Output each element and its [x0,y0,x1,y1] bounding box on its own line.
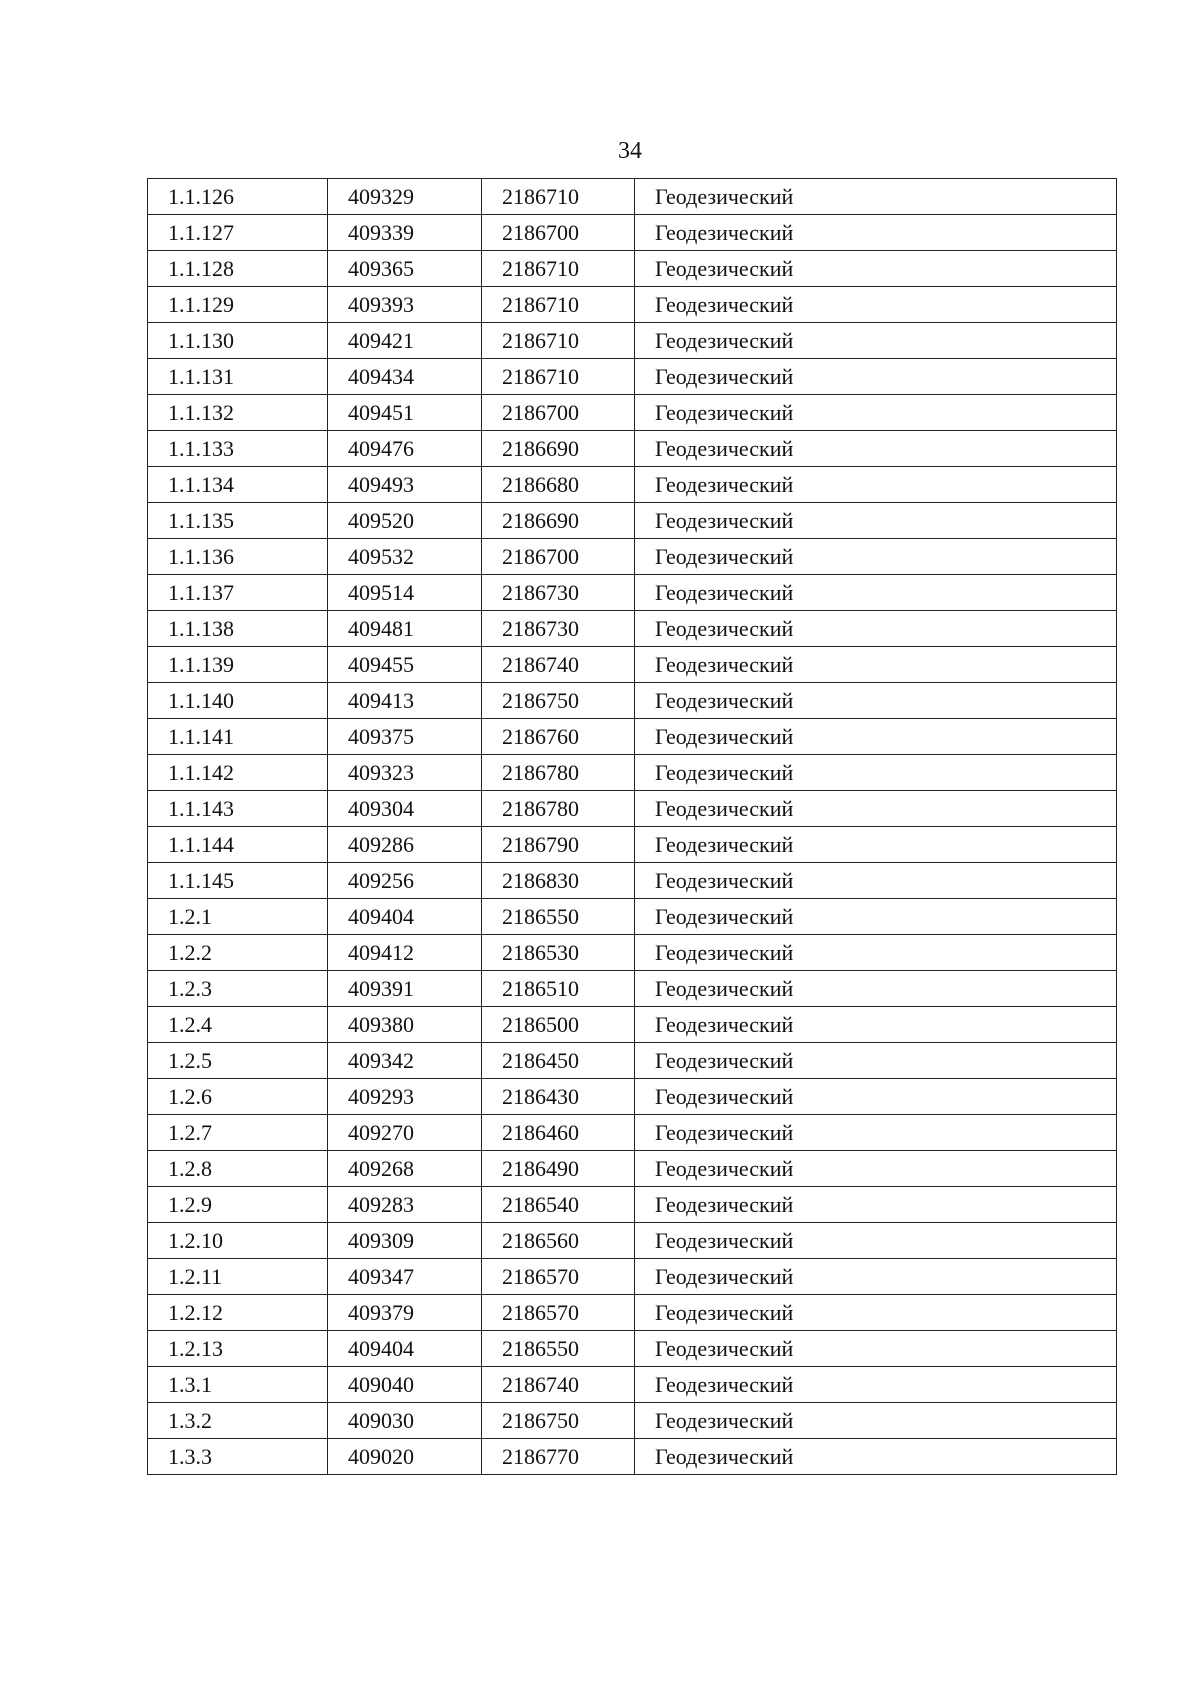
table-row [148,647,1117,683]
method-cell: Геодезический [635,791,1117,827]
table-row [148,1367,1117,1403]
y-coordinate-cell: 2186490 [482,1151,635,1187]
method-cell: Геодезический [635,215,1117,251]
page-number: 34 [618,138,642,164]
x-coordinate-cell: 409375 [328,719,482,755]
method-cell: Геодезический [635,1403,1117,1439]
table-row [148,467,1117,503]
method-cell: Геодезический [635,863,1117,899]
method-cell: Геодезический [635,467,1117,503]
point-id-cell: 1.2.13 [148,1331,328,1367]
method-cell: Геодезический [635,431,1117,467]
method-cell: Геодезический [635,1043,1117,1079]
table-row [148,539,1117,575]
y-coordinate-cell: 2186780 [482,791,635,827]
point-id-cell: 1.1.137 [148,575,328,611]
point-id-cell: 1.1.143 [148,791,328,827]
table-row [148,827,1117,863]
table-row [148,1043,1117,1079]
y-coordinate-cell: 2186460 [482,1115,635,1151]
y-coordinate-cell: 2186730 [482,575,635,611]
x-coordinate-cell: 409514 [328,575,482,611]
y-coordinate-cell: 2186730 [482,611,635,647]
x-coordinate-cell: 409434 [328,359,482,395]
point-id-cell: 1.1.140 [148,683,328,719]
method-cell: Геодезический [635,971,1117,1007]
method-cell: Геодезический [635,1259,1117,1295]
x-coordinate-cell: 409481 [328,611,482,647]
x-coordinate-cell: 409380 [328,1007,482,1043]
x-coordinate-cell: 409413 [328,683,482,719]
point-id-cell: 1.1.127 [148,215,328,251]
x-coordinate-cell: 409365 [328,251,482,287]
y-coordinate-cell: 2186530 [482,935,635,971]
x-coordinate-cell: 409412 [328,935,482,971]
y-coordinate-cell: 2186450 [482,1043,635,1079]
table-row [148,1007,1117,1043]
y-coordinate-cell: 2186700 [482,395,635,431]
method-cell: Геодезический [635,1295,1117,1331]
point-id-cell: 1.2.8 [148,1151,328,1187]
table-row [148,215,1117,251]
point-id-cell: 1.1.145 [148,863,328,899]
table-row [148,503,1117,539]
x-coordinate-cell: 409304 [328,791,482,827]
table-row [148,863,1117,899]
x-coordinate-cell: 409404 [328,1331,482,1367]
x-coordinate-cell: 409347 [328,1259,482,1295]
y-coordinate-cell: 2186680 [482,467,635,503]
x-coordinate-cell: 409270 [328,1115,482,1151]
table-row [148,1331,1117,1367]
method-cell: Геодезический [635,395,1117,431]
point-id-cell: 1.2.7 [148,1115,328,1151]
point-id-cell: 1.1.133 [148,431,328,467]
y-coordinate-cell: 2186760 [482,719,635,755]
coordinates-table [147,178,1117,1475]
table-row [148,611,1117,647]
x-coordinate-cell: 409532 [328,539,482,575]
method-cell: Геодезический [635,1151,1117,1187]
y-coordinate-cell: 2186510 [482,971,635,1007]
method-cell: Геодезический [635,1367,1117,1403]
method-cell: Геодезический [635,1079,1117,1115]
table-row [148,899,1117,935]
point-id-cell: 1.1.128 [148,251,328,287]
coordinates-table-container [147,178,1116,1475]
table-row [148,575,1117,611]
y-coordinate-cell: 2186550 [482,899,635,935]
method-cell: Геодезический [635,1331,1117,1367]
table-row [148,323,1117,359]
table-row [148,1403,1117,1439]
point-id-cell: 1.3.2 [148,1403,328,1439]
x-coordinate-cell: 409293 [328,1079,482,1115]
method-cell: Геодезический [635,611,1117,647]
method-cell: Геодезический [635,287,1117,323]
y-coordinate-cell: 2186740 [482,1367,635,1403]
x-coordinate-cell: 409040 [328,1367,482,1403]
method-cell: Геодезический [635,1007,1117,1043]
y-coordinate-cell: 2186570 [482,1295,635,1331]
point-id-cell: 1.2.5 [148,1043,328,1079]
x-coordinate-cell: 409421 [328,323,482,359]
point-id-cell: 1.1.130 [148,323,328,359]
method-cell: Геодезический [635,1187,1117,1223]
y-coordinate-cell: 2186540 [482,1187,635,1223]
method-cell: Геодезический [635,647,1117,683]
x-coordinate-cell: 409379 [328,1295,482,1331]
table-row [148,1187,1117,1223]
y-coordinate-cell: 2186740 [482,647,635,683]
table-row [148,1151,1117,1187]
x-coordinate-cell: 409393 [328,287,482,323]
method-cell: Геодезический [635,575,1117,611]
y-coordinate-cell: 2186710 [482,359,635,395]
table-row [148,251,1117,287]
table-row [148,1079,1117,1115]
x-coordinate-cell: 409309 [328,1223,482,1259]
method-cell: Геодезический [635,251,1117,287]
table-row [148,1115,1117,1151]
x-coordinate-cell: 409451 [328,395,482,431]
method-cell: Геодезический [635,359,1117,395]
point-id-cell: 1.1.131 [148,359,328,395]
method-cell: Геодезический [635,827,1117,863]
x-coordinate-cell: 409493 [328,467,482,503]
y-coordinate-cell: 2186780 [482,755,635,791]
point-id-cell: 1.2.6 [148,1079,328,1115]
point-id-cell: 1.2.11 [148,1259,328,1295]
method-cell: Геодезический [635,719,1117,755]
point-id-cell: 1.1.135 [148,503,328,539]
method-cell: Геодезический [635,323,1117,359]
x-coordinate-cell: 409404 [328,899,482,935]
table-row [148,179,1117,215]
method-cell: Геодезический [635,935,1117,971]
point-id-cell: 1.2.4 [148,1007,328,1043]
method-cell: Геодезический [635,755,1117,791]
table-row [148,719,1117,755]
method-cell: Геодезический [635,179,1117,215]
table-row [148,359,1117,395]
x-coordinate-cell: 409283 [328,1187,482,1223]
y-coordinate-cell: 2186710 [482,179,635,215]
table-row [148,683,1117,719]
x-coordinate-cell: 409256 [328,863,482,899]
point-id-cell: 1.1.142 [148,755,328,791]
point-id-cell: 1.2.9 [148,1187,328,1223]
y-coordinate-cell: 2186500 [482,1007,635,1043]
method-cell: Геодезический [635,683,1117,719]
point-id-cell: 1.3.1 [148,1367,328,1403]
table-row [148,971,1117,1007]
table-row [148,1259,1117,1295]
table-row [148,1223,1117,1259]
table-row [148,755,1117,791]
x-coordinate-cell: 409339 [328,215,482,251]
x-coordinate-cell: 409323 [328,755,482,791]
point-id-cell: 1.1.136 [148,539,328,575]
x-coordinate-cell: 409455 [328,647,482,683]
method-cell: Геодезический [635,503,1117,539]
point-id-cell: 1.1.132 [148,395,328,431]
point-id-cell: 1.1.144 [148,827,328,863]
x-coordinate-cell: 409020 [328,1439,482,1475]
y-coordinate-cell: 2186770 [482,1439,635,1475]
table-row [148,395,1117,431]
x-coordinate-cell: 409030 [328,1403,482,1439]
point-id-cell: 1.1.141 [148,719,328,755]
point-id-cell: 1.2.1 [148,899,328,935]
point-id-cell: 1.2.2 [148,935,328,971]
method-cell: Геодезический [635,1115,1117,1151]
point-id-cell: 1.2.10 [148,1223,328,1259]
table-row [148,1295,1117,1331]
point-id-cell: 1.1.134 [148,467,328,503]
method-cell: Геодезический [635,1223,1117,1259]
point-id-cell: 1.2.12 [148,1295,328,1331]
y-coordinate-cell: 2186830 [482,863,635,899]
x-coordinate-cell: 409391 [328,971,482,1007]
table-body [148,179,1117,1475]
method-cell: Геодезический [635,1439,1117,1475]
table-row [148,1439,1117,1475]
y-coordinate-cell: 2186790 [482,827,635,863]
point-id-cell: 1.1.139 [148,647,328,683]
y-coordinate-cell: 2186700 [482,539,635,575]
y-coordinate-cell: 2186700 [482,215,635,251]
point-id-cell: 1.1.138 [148,611,328,647]
x-coordinate-cell: 409520 [328,503,482,539]
method-cell: Геодезический [635,899,1117,935]
x-coordinate-cell: 409329 [328,179,482,215]
x-coordinate-cell: 409268 [328,1151,482,1187]
x-coordinate-cell: 409286 [328,827,482,863]
y-coordinate-cell: 2186690 [482,431,635,467]
table-row [148,791,1117,827]
y-coordinate-cell: 2186560 [482,1223,635,1259]
point-id-cell: 1.1.129 [148,287,328,323]
y-coordinate-cell: 2186690 [482,503,635,539]
point-id-cell: 1.1.126 [148,179,328,215]
y-coordinate-cell: 2186570 [482,1259,635,1295]
y-coordinate-cell: 2186550 [482,1331,635,1367]
table-row [148,935,1117,971]
table-row [148,287,1117,323]
y-coordinate-cell: 2186710 [482,323,635,359]
method-cell: Геодезический [635,539,1117,575]
table-row [148,431,1117,467]
y-coordinate-cell: 2186750 [482,683,635,719]
y-coordinate-cell: 2186710 [482,287,635,323]
x-coordinate-cell: 409342 [328,1043,482,1079]
x-coordinate-cell: 409476 [328,431,482,467]
point-id-cell: 1.2.3 [148,971,328,1007]
point-id-cell: 1.3.3 [148,1439,328,1475]
y-coordinate-cell: 2186710 [482,251,635,287]
y-coordinate-cell: 2186430 [482,1079,635,1115]
y-coordinate-cell: 2186750 [482,1403,635,1439]
